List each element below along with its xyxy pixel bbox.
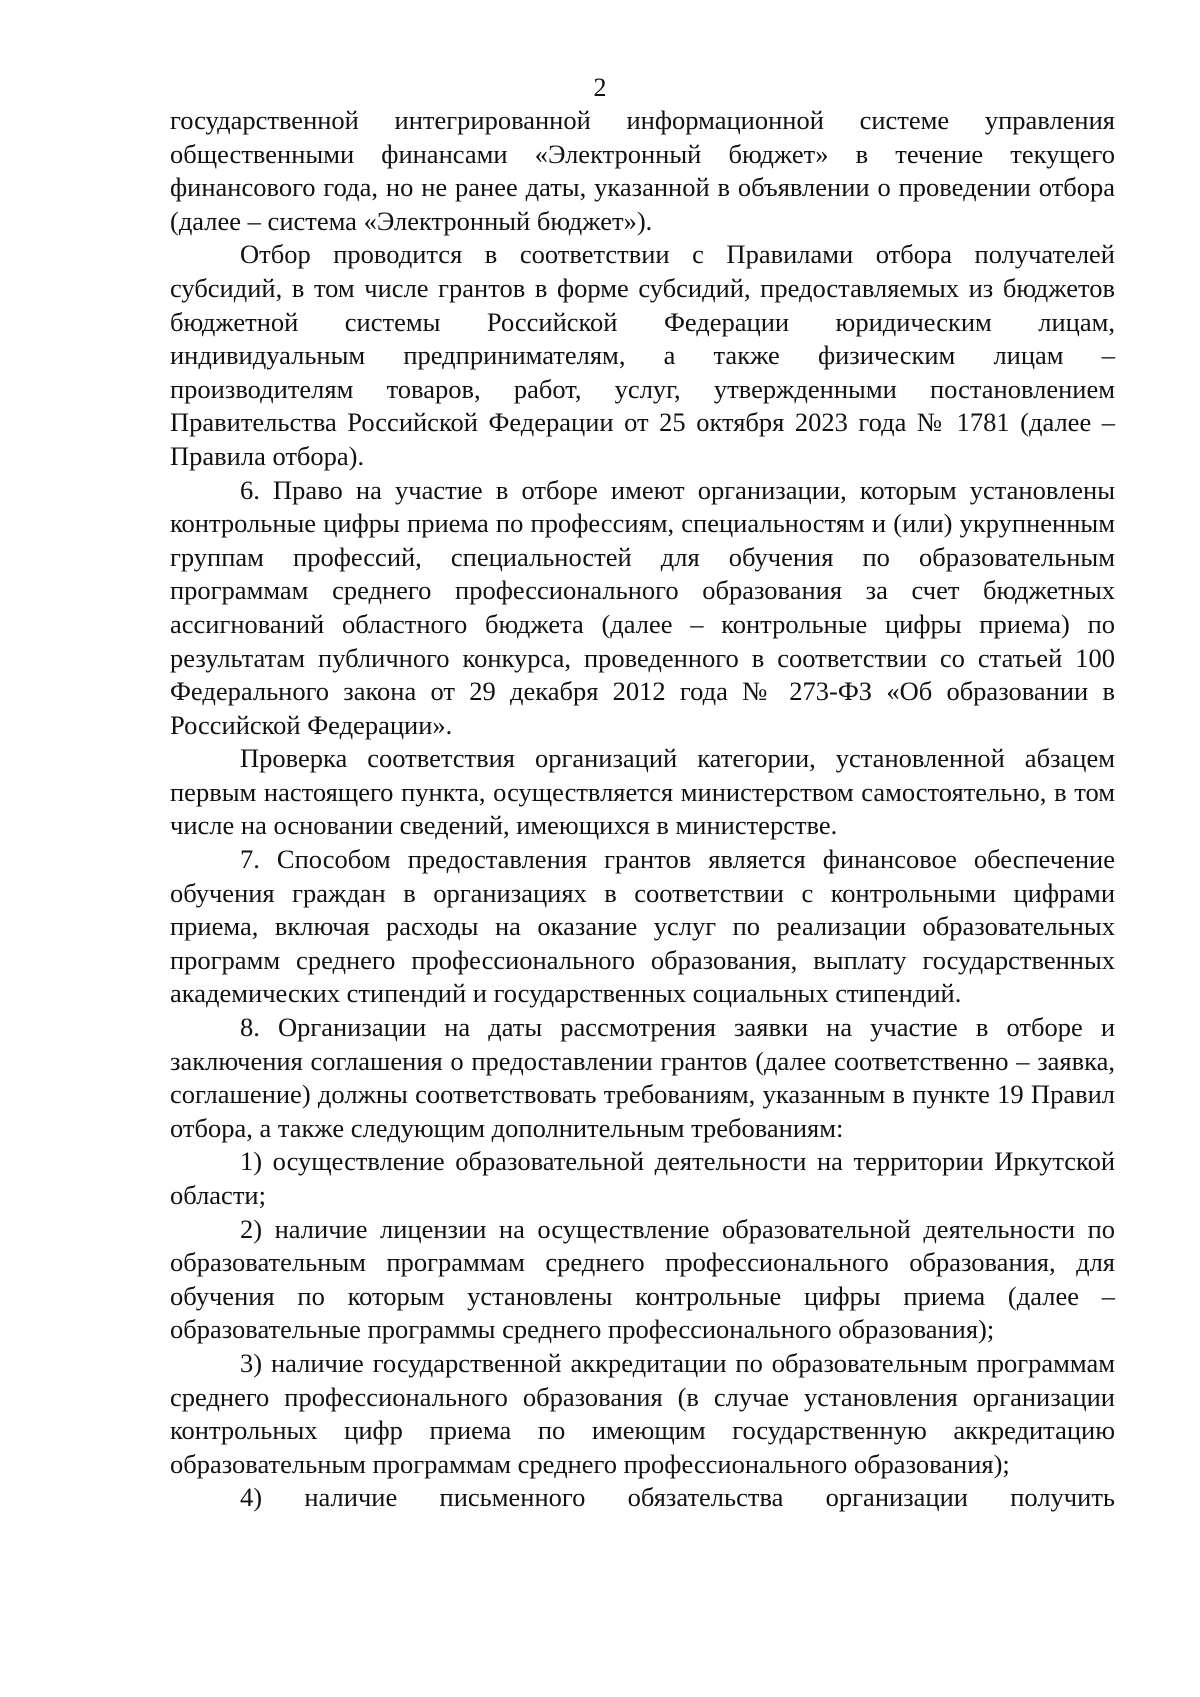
paragraph-selection-rules: Отбор проводится в соответствии с Правилами отбора получателей субсидий, в том числе грантов в форме субсидий, предоставляемых из бюджетов бюджетной системы Российской Федерации юридическим лицам, индивидуальным предпринимателям, а также физическим лицам – производителям товаров, работ, услуг, утвержденными постановлением Правительства Российской Федерации от 25 октября 2023 года № 1781 (далее – Правила отбора). — [170, 239, 1115, 471]
page-number: 2 — [593, 73, 607, 102]
paragraph-subitem-2: 2) наличие лицензии на осуществление образовательной деятельности по образовательным программам среднего профессионального образования, для обучения по которым установлены контрольные цифры приема (далее – образовательные программы среднего профессионального образования); — [170, 1213, 1115, 1345]
paragraph-subitem-3: 3) наличие государственной аккредитации по образовательным программам среднего профессионального образования (в случае установления организации контрольных цифр приема по имеющим государственную аккредитацию образовательным программам среднего профессионального образования); — [170, 1347, 1115, 1479]
paragraph-subitem-4: 4) наличие письменного обязательства организации получить — [240, 1482, 1115, 1513]
paragraph-item-8: 8. Организации на даты рассмотрения заявки на участие в отборе и заключения соглашения о предоставлении грантов (далее соответственно – заявка, соглашение) должны соответствовать требованиям, указанным в пункте 19 Правил отбора, а также следующим дополнительным требованиям: — [170, 1012, 1115, 1143]
paragraph-item-6: 6. Право на участие в отборе имеют организации, которым установлены контрольные цифры приема по профессиям, специальностям и (или) укрупненным группам профессий, специальностей для обучения по образовательным программам среднего профессионального образования за счет бюджетных ассигнований областного бюджета (далее – контрольные цифры приема) по результатам публичного конкурса, проведенного в соответствии со статьей 100 Федерального закона от 29 декабря 2012 года № 273-ФЗ «Об образовании в Российской Федерации». — [170, 474, 1115, 740]
paragraph-verification: Проверка соответствия организаций категории, установленной абзацем первым настоящего пункта, осуществляется министерством самостоятельно, в том числе на основании сведений, имеющихся в министерстве. — [170, 743, 1115, 841]
paragraph-item-7: 7. Способом предоставления грантов является финансовое обеспечение обучения граждан в организациях в соответствии с контрольными цифрами приема, включая расходы на оказание услуг по реализации образовательных программ среднего профессионального образования, выплату государственных академических стипендий и государственных социальных стипендий. — [170, 844, 1115, 1009]
document-body — [170, 104, 1115, 1515]
paragraph-subitem-1: 1) осуществление образовательной деятельности на территории Иркутской области; — [170, 1146, 1115, 1210]
paragraph-continuation: государственной интегрированной информационной системе управления общественными финансами «Электронный бюджет» в течение текущего финансового года, но не ранее даты, указанной в объявлении о проведении отбора (далее – система «Электронный бюджет»). — [170, 105, 1115, 236]
